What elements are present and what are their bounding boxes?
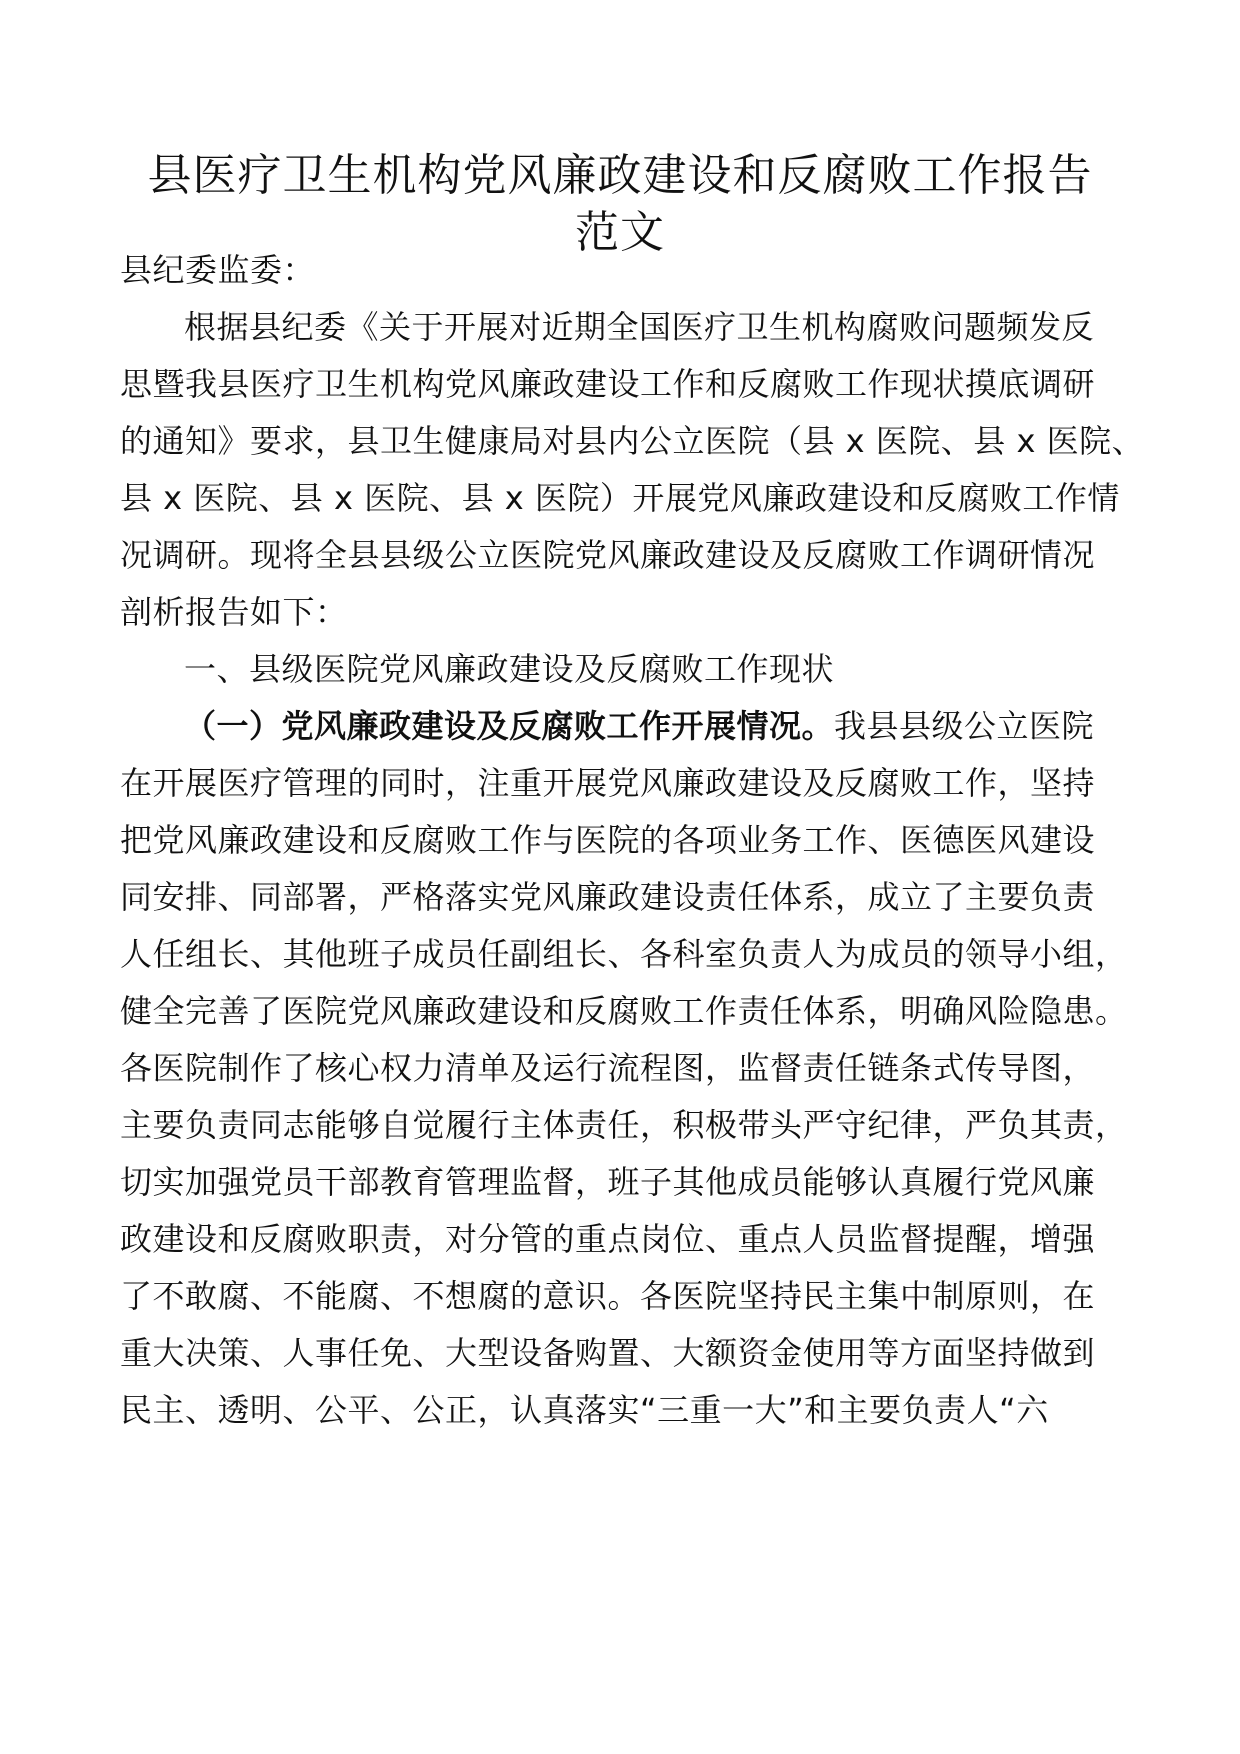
paragraph-1-line: 剖析报告如下：	[120, 593, 348, 631]
paragraph-1-line: 的通知》要求，县卫生健康局对县内公立医院（县 x 医院、县 x 医院、	[120, 422, 1145, 460]
paragraph-2-line: 民主、透明、公平、公正，认真落实“三重一大”和主要负责人“六	[120, 1391, 1049, 1429]
document-title-line-2: 范文	[575, 207, 665, 258]
paragraph-2-line: 了不敢腐、不能腐、不想腐的意识。各医院坚持民主集中制原则，在	[120, 1277, 1096, 1315]
subsection-1-first-line	[184, 706, 1094, 746]
paragraph-1-line: 县 x 医院、县 x 医院、县 x 医院）开展党风廉政建设和反腐败工作情	[120, 479, 1120, 517]
paragraph-2-line: 重大决策、人事任免、大型设备购置、大额资金使用等方面坚持做到	[120, 1334, 1096, 1372]
paragraph-2-line: 在开展医疗管理的同时，注重开展党风廉政建设及反腐败工作，坚持	[120, 764, 1096, 802]
subsection-1-first-line-text: 我县县级公立医院	[834, 707, 1095, 745]
paragraph-2-line: 主要负责同志能够自觉履行主体责任，积极带头严守纪律，严负其责，	[120, 1106, 1128, 1144]
paragraph-2-line: 各医院制作了核心权力清单及运行流程图，监督责任链条式传导图，	[120, 1049, 1096, 1087]
document-title-line-1: 县医疗卫生机构党风廉政建设和反腐败工作报告	[147, 150, 1093, 201]
salutation: 县纪委监委：	[120, 251, 316, 289]
paragraph-2-line: 切实加强党员干部教育管理监督，班子其他成员能够认真履行党风廉	[120, 1163, 1096, 1201]
paragraph-2-line: 健全完善了医院党风廉政建设和反腐败工作责任体系，明确风险隐患。	[120, 992, 1128, 1030]
paragraph-2-line: 人任组长、其他班子成员任副组长、各科室负责人为成员的领导小组，	[120, 935, 1128, 973]
paragraph-2-line: 把党风廉政建设和反腐败工作与医院的各项业务工作、医德医风建设	[120, 821, 1096, 859]
paragraph-1-line: 况调研。现将全县县级公立医院党风廉政建设及反腐败工作调研情况	[120, 536, 1096, 574]
paragraph-1-line: 思暨我县医疗卫生机构党风廉政建设工作和反腐败工作现状摸底调研	[120, 365, 1096, 403]
subsection-1-heading: （一）党风廉政建设及反腐败工作开展情况。	[184, 707, 835, 745]
paragraph-2-line: 同安排、同部署，严格落实党风廉政建设责任体系，成立了主要负责	[120, 878, 1096, 916]
paragraph-1-line: 根据县纪委《关于开展对近期全国医疗卫生机构腐败问题频发反	[184, 308, 1095, 346]
section-1-heading: 一、县级医院党风廉政建设及反腐败工作现状	[184, 650, 835, 688]
paragraph-2-line: 政建设和反腐败职责，对分管的重点岗位、重点人员监督提醒，增强	[120, 1220, 1096, 1258]
